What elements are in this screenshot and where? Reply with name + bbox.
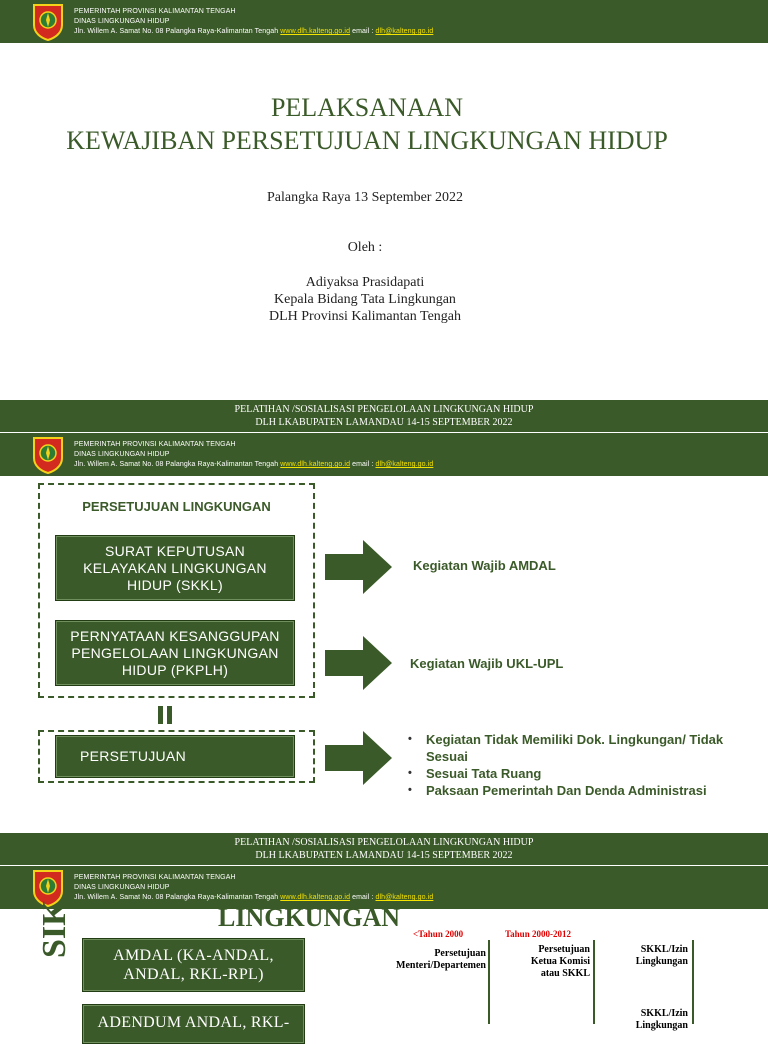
conditions-list (408, 731, 748, 799)
email-link[interactable]: dlh@kalteng.go.id (375, 28, 434, 35)
timeline-divider (593, 940, 595, 1024)
adendum-box: ADENDUM ANDAL, RKL- (82, 1004, 305, 1044)
header-address: Jln. Willem A. Samat No. 08 Palangka Raya-Kalimantan Tengah (74, 894, 279, 901)
pkplh-box: PERNYATAAN KESANGGUPAN PENGELOLAAN LINGKUNGAN HIDUP (PKPLH) (55, 620, 295, 686)
footer-line1: PELATIHAN /SOSIALISASI PENGELOLAAN LINGKUNGAN HIDUP (234, 837, 534, 848)
footer-line1: PELATIHAN /SOSIALISASI PENGELOLAAN LINGKUNGAN HIDUP (234, 404, 534, 415)
website-link[interactable]: www.dlh.kalteng.go.id (280, 894, 351, 901)
list-item: • Paksaan Pemerintah Dan Denda Administrasi (408, 782, 748, 799)
footer-line2: DLH LKABUPATEN LAMANDAU 14-15 SEPTEMBER 2022 (255, 417, 513, 428)
era2-text: Persetujuan Ketua Komisi atau SKKL (530, 944, 590, 979)
era3-text: SKKL/Izin Lingkungan (635, 944, 688, 967)
presentation-date: Palangka Raya 13 September 2022 (267, 190, 463, 205)
header-bar (0, 0, 768, 43)
amdal-label: Kegiatan Wajib AMDAL (413, 558, 556, 573)
email-label: email : (352, 28, 376, 35)
header-line1: PEMERINTAH PROVINSI KALIMANTAN TENGAH (74, 8, 236, 15)
header-line2: DINAS LINGKUNGAN HIDUP (74, 18, 170, 25)
ukl-upl-label: Kegiatan Wajib UKL-UPL (410, 656, 564, 671)
arrow-right-icon (325, 731, 393, 785)
presenter-org: DLH Provinsi Kalimantan Tengah (268, 309, 461, 324)
slide-title (0, 0, 768, 433)
email-label: email : (352, 894, 376, 901)
website-link[interactable]: www.dlh.kalteng.go.id (280, 461, 351, 468)
header-address-line (74, 460, 433, 469)
presenter-name: Adiyaksa Prasidapati (305, 275, 425, 290)
arrow-right-icon (325, 636, 393, 690)
arrow-right-icon (325, 540, 393, 594)
header-line1: PEMERINTAH PROVINSI KALIMANTAN TENGAH (74, 874, 236, 881)
header-address: Jln. Willem A. Samat No. 08 Palangka Raya-Kalimantan Tengah (74, 28, 279, 35)
footer-bar (0, 833, 768, 865)
persetujuan-box: PERSETUJUAN (55, 735, 295, 778)
email-link[interactable]: dlh@kalteng.go.id (375, 894, 434, 901)
province-emblem-icon (31, 436, 65, 474)
skkl-box: SURAT KEPUTUSAN KELAYAKAN LINGKUNGAN HIDUP (SKKL) (55, 535, 295, 601)
slide3-title: LINGKUNGAN (218, 903, 401, 932)
timeline-divider (692, 940, 694, 1024)
footer-bar (0, 400, 768, 432)
header-line1: PEMERINTAH PROVINSI KALIMANTAN TENGAH (74, 441, 236, 448)
province-emblem-icon (31, 3, 65, 41)
era1-text: Persetujuan Menteri/Departemen (396, 948, 486, 971)
title-line1: PELAKSANAAN (270, 93, 464, 122)
header-line2: DINAS LINGKUNGAN HIDUP (74, 451, 170, 458)
footer-line2: DLH LKABUPATEN LAMANDAU 14-15 SEPTEMBER 2022 (255, 850, 513, 861)
header-address-line (74, 893, 433, 902)
slide-history (0, 866, 768, 1031)
era4-text: SKKL/Izin Lingkungan (635, 1008, 688, 1031)
year-label-2000-2012: Tahun 2000-2012 (505, 929, 571, 939)
list-item: • Sesuai Tata Ruang (408, 765, 748, 782)
group-title: PERSETUJUAN LINGKUNGAN (82, 499, 271, 514)
header-bar (0, 433, 768, 476)
email-link[interactable]: dlh@kalteng.go.id (375, 461, 434, 468)
by-label: Oleh : (347, 240, 383, 255)
year-label-pre-2000: <Tahun 2000 (413, 929, 464, 939)
amdal-box: AMDAL (KA-ANDAL, ANDAL, RKL-RPL) (82, 938, 305, 992)
header-line2: DINAS LINGKUNGAN HIDUP (74, 884, 170, 891)
list-item: • Kegiatan Tidak Memiliki Dok. Lingkungan/ Tidak Sesuai (408, 731, 748, 765)
slide-persetujuan (0, 433, 768, 866)
timeline-divider (488, 940, 490, 1024)
header-address-line (74, 27, 433, 36)
equals-icon (158, 706, 172, 724)
header-address: Jln. Willem A. Samat No. 08 Palangka Raya-Kalimantan Tengah (74, 461, 279, 468)
email-label: email : (352, 461, 376, 468)
side-title: SIK (36, 899, 73, 958)
website-link[interactable]: www.dlh.kalteng.go.id (280, 28, 351, 35)
presenter-position: Kepala Bidang Tata Lingkungan (274, 292, 456, 307)
title-line2: KEWAJIBAN PERSETUJUAN LINGKUNGAN HIDUP (66, 126, 668, 155)
